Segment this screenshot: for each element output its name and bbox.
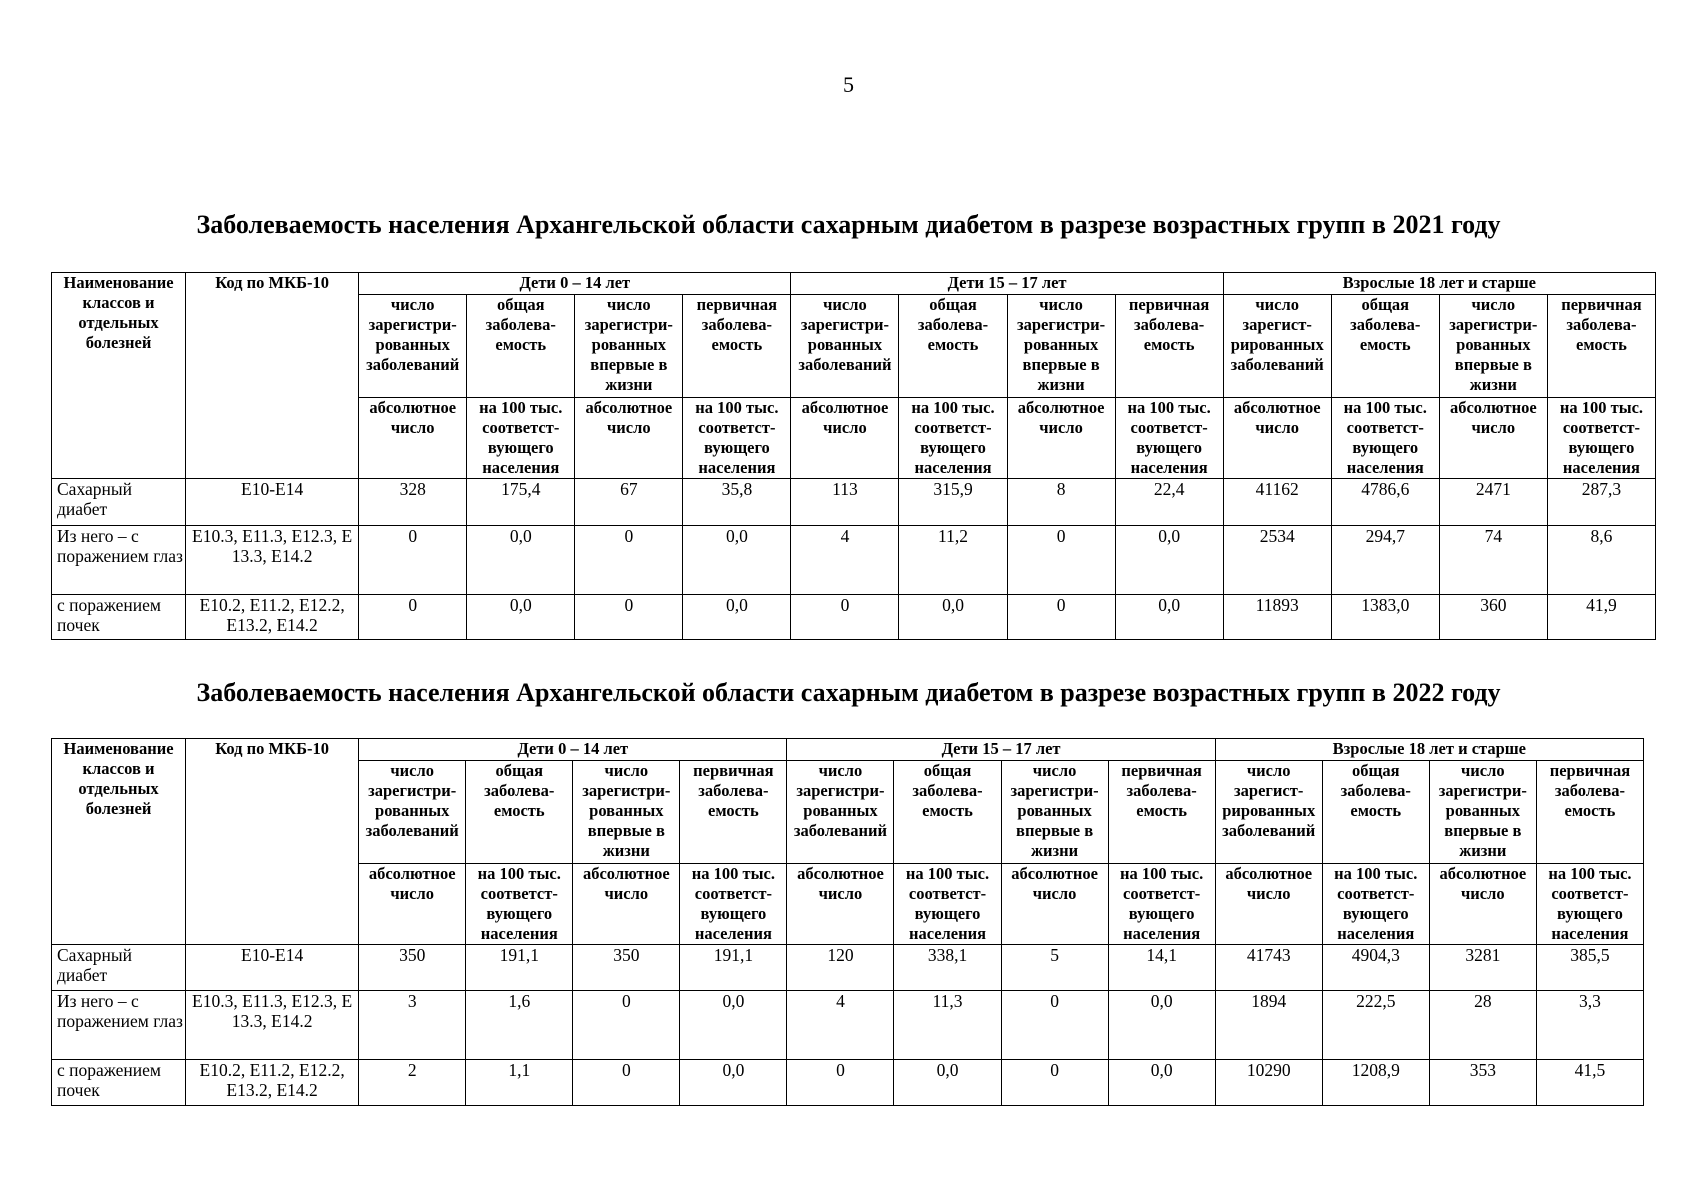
- value-cell: 2471: [1439, 479, 1547, 526]
- value-cell: 4: [791, 526, 899, 595]
- header-per-100k: на 100 тыс. соответст-вующего населения: [1547, 398, 1655, 479]
- disease-name-cell: с поражением почек: [52, 595, 186, 640]
- value-cell: 4786,6: [1331, 479, 1439, 526]
- value-cell: 74: [1439, 526, 1547, 595]
- value-cell: 113: [791, 479, 899, 526]
- value-cell: 41743: [1215, 945, 1322, 991]
- value-cell: 0,0: [1108, 991, 1215, 1060]
- header-primary: первичная заболева-емость: [680, 761, 787, 864]
- page-number: 5: [843, 72, 854, 97]
- icd-code-cell: E10.3, E11.3, E12.3, E 13.3, E14.2: [186, 526, 359, 595]
- value-cell: 1,1: [466, 1060, 573, 1106]
- header-first-time: число зарегистри-рованных впервые в жизни: [1001, 761, 1108, 864]
- value-cell: 191,1: [466, 945, 573, 991]
- table-row: [52, 1060, 1644, 1106]
- header-primary: первичная заболева-емость: [1547, 295, 1655, 398]
- value-cell: 8,6: [1547, 526, 1655, 595]
- header-per-100k: на 100 тыс. соответст-вующего населения: [1108, 864, 1215, 945]
- value-cell: 1,6: [466, 991, 573, 1060]
- table-row: [52, 595, 1656, 640]
- header-per-100k: на 100 тыс. соответст-вующего населения: [894, 864, 1001, 945]
- value-cell: 35,8: [683, 479, 791, 526]
- header-first-time: число зарегистри-рованных впервые в жизни: [575, 295, 683, 398]
- value-cell: 120: [787, 945, 894, 991]
- header-registered: число зарегистри-рованных заболеваний: [791, 295, 899, 398]
- header-row: [52, 273, 1656, 295]
- header-per-100k: на 100 тыс. соответст-вующего населения: [467, 398, 575, 479]
- header-group-children-0-14: Дети 0 – 14 лет: [359, 739, 787, 761]
- disease-name-cell: Из него – с поражением глаз: [52, 991, 186, 1060]
- value-cell: 5: [1001, 945, 1108, 991]
- value-cell: 315,9: [899, 479, 1007, 526]
- table-row: [52, 991, 1644, 1060]
- header-general: общая заболева-емость: [894, 761, 1001, 864]
- disease-name-cell: Сахарный диабет: [52, 945, 186, 991]
- value-cell: 2534: [1223, 526, 1331, 595]
- header-registered: число зарегистри-рованных заболеваний: [359, 761, 466, 864]
- value-cell: 22,4: [1115, 479, 1223, 526]
- value-cell: 0: [575, 526, 683, 595]
- header-per-100k: на 100 тыс. соответст-вующего населения: [683, 398, 791, 479]
- value-cell: 4904,3: [1322, 945, 1429, 991]
- header-absolute-number: абсолютное число: [1223, 398, 1331, 479]
- value-cell: 10290: [1215, 1060, 1322, 1106]
- value-cell: 11,2: [899, 526, 1007, 595]
- header-general: общая заболева-емость: [899, 295, 1007, 398]
- value-cell: 175,4: [467, 479, 575, 526]
- header-first-time: число зарегистри-рованных впервые в жизни: [1007, 295, 1115, 398]
- header-general: общая заболева-емость: [1331, 295, 1439, 398]
- value-cell: 0,0: [1115, 595, 1223, 640]
- header-icd-code: Код по МКБ-10: [186, 273, 359, 479]
- header-absolute-number: абсолютное число: [359, 864, 466, 945]
- header-absolute-number: абсолютное число: [359, 398, 467, 479]
- disease-name-cell: Сахарный диабет: [52, 479, 186, 526]
- value-cell: 0: [359, 595, 467, 640]
- value-cell: 0,0: [680, 991, 787, 1060]
- header-per-100k: на 100 тыс. соответст-вующего населения: [899, 398, 1007, 479]
- table-title-2022: Заболеваемость населения Архангельской области сахарным диабетом в разрезе возрастных групп в 2022 году: [196, 678, 1501, 707]
- header-absolute-number: абсолютное число: [1001, 864, 1108, 945]
- value-cell: 11893: [1223, 595, 1331, 640]
- disease-name-cell: Из него – с поражением глаз: [52, 526, 186, 595]
- value-cell: 0: [1007, 595, 1115, 640]
- header-absolute-number: абсолютное число: [1215, 864, 1322, 945]
- value-cell: 0,0: [899, 595, 1007, 640]
- value-cell: 0,0: [683, 595, 791, 640]
- value-cell: 0: [1007, 526, 1115, 595]
- value-cell: 41,9: [1547, 595, 1655, 640]
- value-cell: 1208,9: [1322, 1060, 1429, 1106]
- header-first-time: число зарегистри-рованных впервые в жизни: [1429, 761, 1536, 864]
- value-cell: 1383,0: [1331, 595, 1439, 640]
- header-primary: первичная заболева-емость: [1536, 761, 1643, 864]
- value-cell: 360: [1439, 595, 1547, 640]
- value-cell: 0,0: [1108, 1060, 1215, 1106]
- disease-name-cell: с поражением почек: [52, 1060, 186, 1106]
- value-cell: 28: [1429, 991, 1536, 1060]
- header-per-100k: на 100 тыс. соответст-вующего населения: [1322, 864, 1429, 945]
- morbidity-table-2021: [51, 272, 1656, 640]
- header-disease-name: Наименование классов и отдельных болезней: [52, 739, 186, 945]
- table-row: [52, 526, 1656, 595]
- value-cell: 4: [787, 991, 894, 1060]
- value-cell: 0: [1001, 1060, 1108, 1106]
- value-cell: 41162: [1223, 479, 1331, 526]
- header-primary: первичная заболева-емость: [683, 295, 791, 398]
- header-first-time: число зарегистри-рованных впервые в жизни: [573, 761, 680, 864]
- header-row: [52, 739, 1644, 761]
- value-cell: 0: [1001, 991, 1108, 1060]
- header-group-adults-18-plus: Взрослые 18 лет и старше: [1215, 739, 1643, 761]
- header-absolute-number: абсолютное число: [787, 864, 894, 945]
- value-cell: 0,0: [1115, 526, 1223, 595]
- icd-code-cell: E10-E14: [186, 479, 359, 526]
- value-cell: 0: [791, 595, 899, 640]
- header-per-100k: на 100 тыс. соответст-вующего населения: [680, 864, 787, 945]
- value-cell: 0,0: [894, 1060, 1001, 1106]
- icd-code-cell: E10.3, E11.3, E12.3, E 13.3, E14.2: [186, 991, 359, 1060]
- header-group-children-15-17: Дети 15 – 17 лет: [791, 273, 1223, 295]
- header-disease-name: Наименование классов и отдельных болезней: [52, 273, 186, 479]
- value-cell: 287,3: [1547, 479, 1655, 526]
- value-cell: 222,5: [1322, 991, 1429, 1060]
- value-cell: 0,0: [467, 595, 575, 640]
- table-row: [52, 479, 1656, 526]
- header-primary: первичная заболева-емость: [1108, 761, 1215, 864]
- header-per-100k: на 100 тыс. соответст-вующего населения: [466, 864, 573, 945]
- header-registered-alt: число зарегист-рированных заболеваний: [1223, 295, 1331, 398]
- header-per-100k: на 100 тыс. соответст-вующего населения: [1115, 398, 1223, 479]
- value-cell: 3281: [1429, 945, 1536, 991]
- header-group-children-15-17: Дети 15 – 17 лет: [787, 739, 1215, 761]
- table-row: [52, 945, 1644, 991]
- value-cell: 338,1: [894, 945, 1001, 991]
- icd-code-cell: E10.2, E11.2, E12.2, E13.2, E14.2: [186, 1060, 359, 1106]
- icd-code-cell: E10.2, E11.2, E12.2, E13.2, E14.2: [186, 595, 359, 640]
- value-cell: 0,0: [467, 526, 575, 595]
- value-cell: 2: [359, 1060, 466, 1106]
- header-absolute-number: абсолютное число: [1429, 864, 1536, 945]
- header-per-100k: на 100 тыс. соответст-вующего населения: [1536, 864, 1643, 945]
- value-cell: 14,1: [1108, 945, 1215, 991]
- header-primary: первичная заболева-емость: [1115, 295, 1223, 398]
- value-cell: 294,7: [1331, 526, 1439, 595]
- header-group-adults-18-plus: Взрослые 18 лет и старше: [1223, 273, 1655, 295]
- value-cell: 0,0: [680, 1060, 787, 1106]
- value-cell: 191,1: [680, 945, 787, 991]
- value-cell: 0: [573, 1060, 680, 1106]
- header-general: общая заболева-емость: [467, 295, 575, 398]
- header-absolute-number: абсолютное число: [575, 398, 683, 479]
- value-cell: 0,0: [683, 526, 791, 595]
- icd-code-cell: E10-E14: [186, 945, 359, 991]
- value-cell: 11,3: [894, 991, 1001, 1060]
- value-cell: 350: [573, 945, 680, 991]
- morbidity-table-2022: [51, 738, 1644, 1106]
- header-absolute-number: абсолютное число: [1007, 398, 1115, 479]
- header-registered: число зарегистри-рованных заболеваний: [359, 295, 467, 398]
- header-icd-code: Код по МКБ-10: [186, 739, 359, 945]
- header-absolute-number: абсолютное число: [1439, 398, 1547, 479]
- value-cell: 3: [359, 991, 466, 1060]
- value-cell: 8: [1007, 479, 1115, 526]
- value-cell: 353: [1429, 1060, 1536, 1106]
- value-cell: 350: [359, 945, 466, 991]
- value-cell: 0: [359, 526, 467, 595]
- value-cell: 0: [787, 1060, 894, 1106]
- header-general: общая заболева-емость: [466, 761, 573, 864]
- value-cell: 67: [575, 479, 683, 526]
- value-cell: 0: [575, 595, 683, 640]
- value-cell: 385,5: [1536, 945, 1643, 991]
- header-first-time: число зарегистри-рованных впервые в жизни: [1439, 295, 1547, 398]
- value-cell: 0: [573, 991, 680, 1060]
- header-registered: число зарегистри-рованных заболеваний: [787, 761, 894, 864]
- header-registered-alt: число зарегист-рированных заболеваний: [1215, 761, 1322, 864]
- table-title-2021: Заболеваемость населения Архангельской области сахарным диабетом в разрезе возрастных групп в 2021 году: [196, 210, 1501, 239]
- header-per-100k: на 100 тыс. соответст-вующего населения: [1331, 398, 1439, 479]
- header-general: общая заболева-емость: [1322, 761, 1429, 864]
- header-group-children-0-14: Дети 0 – 14 лет: [359, 273, 791, 295]
- value-cell: 1894: [1215, 991, 1322, 1060]
- value-cell: 3,3: [1536, 991, 1643, 1060]
- value-cell: 328: [359, 479, 467, 526]
- header-absolute-number: абсолютное число: [573, 864, 680, 945]
- value-cell: 41,5: [1536, 1060, 1643, 1106]
- header-absolute-number: абсолютное число: [791, 398, 899, 479]
